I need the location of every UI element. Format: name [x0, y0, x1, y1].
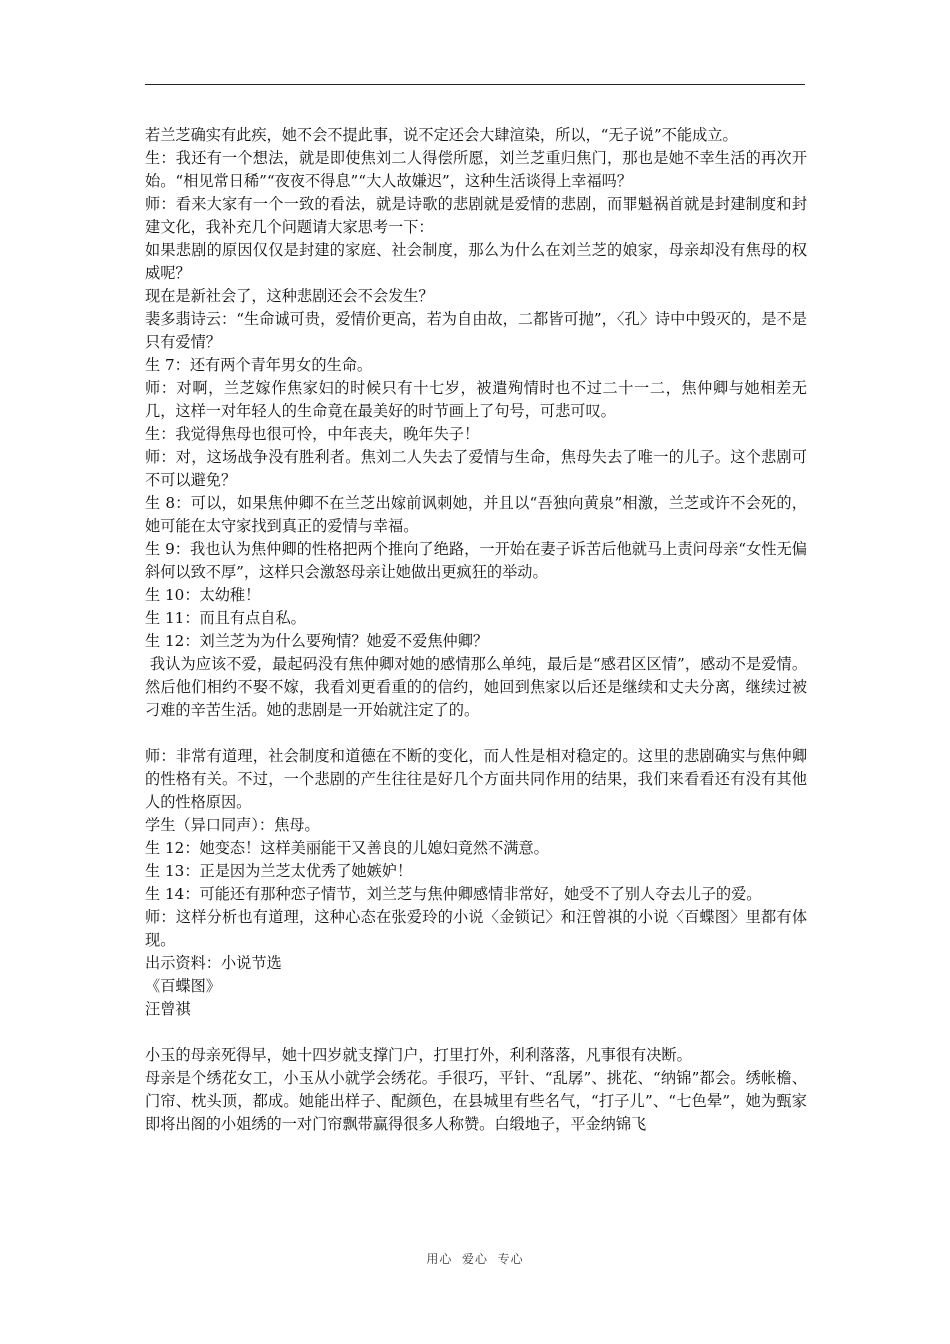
header-rule: [145, 84, 805, 85]
paragraph: 生：我还有一个想法，就是即使焦刘二人得偿所愿，刘兰芝重归焦门，那也是她不幸生活的再次开始。“相见常日稀”“夜夜不得息”“大人故嫌迟”，这种生活谈得上幸福吗？: [145, 149, 807, 190]
paragraph: 生 14：可能还有那种恋子情节，刘兰芝与焦仲卿感情非常好，她受不了别人夺去儿子的爱。: [145, 885, 762, 903]
paragraph: 师：这样分析也有道理，这种心态在张爱玲的小说〈金锁记〉和汪曾祺的小说〈百蝶图〉里都有体现。: [145, 908, 807, 949]
paragraph: 生 10：太幼稚！: [145, 586, 261, 604]
paragraph: 母亲是个绣花女工，小玉从小就学会绣花。手很巧，平针、“乱孱”、挑花、“纳锦”都会。绣帐檐、门帘、枕头顶，都成。她能出样子、配颜色，在县城里有些名气，“打子儿”、“七色晕”，她为甄家即将出阁的小姐绣的一对门帘飘带赢得很多人称赞。白缎地子，平金纳锦飞: [145, 1069, 807, 1133]
paragraph: 生 9：我也认为焦仲卿的性格把两个推向了绝路，一开始在妻子诉苦后他就马上责问母亲“女性无偏斜何以致不厚”，这样只会激怒母亲让她做出更疯狂的举动。: [145, 540, 807, 581]
paragraph: 裴多翡诗云：“生命诚可贵，爱情价更高，若为自由故，二都皆可抛”，〈孔〉诗中中毁灭的，是不是只有爱情？: [145, 310, 807, 351]
paragraph: 生 12：刘兰芝为为什么要殉情？她爱不爱焦仲卿？: [145, 632, 489, 650]
paragraph: 生 12：她变态！这样美丽能干又善良的儿媳妇竟然不满意。: [145, 839, 549, 857]
paragraph: 《百蝶图》: [145, 977, 221, 995]
paragraph: 生 7：还有两个青年男女的生命。: [145, 356, 373, 374]
paragraph: 师：非常有道理，社会制度和道德在不断的变化，而人性是相对稳定的。这里的悲剧确实与焦仲卿的性格有关。不过，一个悲剧的产生往往是好几个方面共同作用的结果，我们来看看还有没有其他人的性格原因。: [145, 747, 807, 811]
paragraph: 师：看来大家有一个一致的看法，就是诗歌的悲剧就是爱情的悲剧，而罪魁祸首就是封建制度和封建文化，我补充几个问题请大家思考一下：: [145, 195, 807, 236]
paragraph: 如果悲剧的原因仅仅是封建的家庭、社会制度，那么为什么在刘兰芝的娘家，母亲却没有焦母的权威呢？: [145, 241, 807, 282]
paragraph: 生：我觉得焦母也很可怜，中年丧夫，晚年失子！: [145, 425, 480, 443]
paragraph: 师：对啊，兰芝嫁作焦家妇的时候只有十七岁，被遣殉情时也不过二十一二，焦仲卿与她相差无几，这样一对年轻人的生命竟在最美好的时节画上了句号，可悲可叹。: [145, 379, 807, 420]
page-footer: 用心 爱心 专心: [426, 1252, 524, 1266]
paragraph: 生 11：而且有点自私。: [145, 609, 306, 627]
blank-line: [145, 722, 807, 745]
paragraph: 生 13：正是因为兰芝太优秀了她嫉妒！: [145, 862, 413, 880]
paragraph: 生 8：可以，如果焦仲卿不在兰芝出嫁前讽刺她，并且以“吾独向黄泉”相激，兰芝或许不会死的，她可能在太守家找到真正的爱情与幸福。: [145, 494, 807, 535]
document-body: [145, 124, 807, 1136]
paragraph: 学生（异口同声）：焦母。: [145, 816, 320, 834]
paragraph: 小玉的母亲死得早，她十四岁就支撑门户，打里打外，利利落落，凡事很有决断。: [145, 1046, 692, 1064]
paragraph: 师：对，这场战争没有胜利者。焦刘二人失去了爱情与生命，焦母失去了唯一的儿子。这个悲剧可不可以避免？: [145, 448, 807, 489]
paragraph: 若兰芝确实有此疾，她不会不提此事，说不定还会大肆渲染，所以，“无子说”不能成立。: [145, 126, 738, 144]
blank-line: [145, 1021, 807, 1044]
paragraph: 我认为应该不爱，最起码没有焦仲卿对她的感情那么单纯，最后是“感君区区情”，感动不是爱情。然后他们相约不娶不嫁，我看刘更看重的的信约，她回到焦家以后还是继续和丈夫分离，继续过被刁难的辛苦生活。她的悲剧是一开始就注定了的。: [145, 655, 808, 719]
paragraph: 出示资料：小说节选: [145, 954, 282, 972]
paragraph: 汪曾祺: [145, 1000, 191, 1018]
paragraph: 现在是新社会了，这种悲剧还会不会发生？: [145, 287, 434, 305]
